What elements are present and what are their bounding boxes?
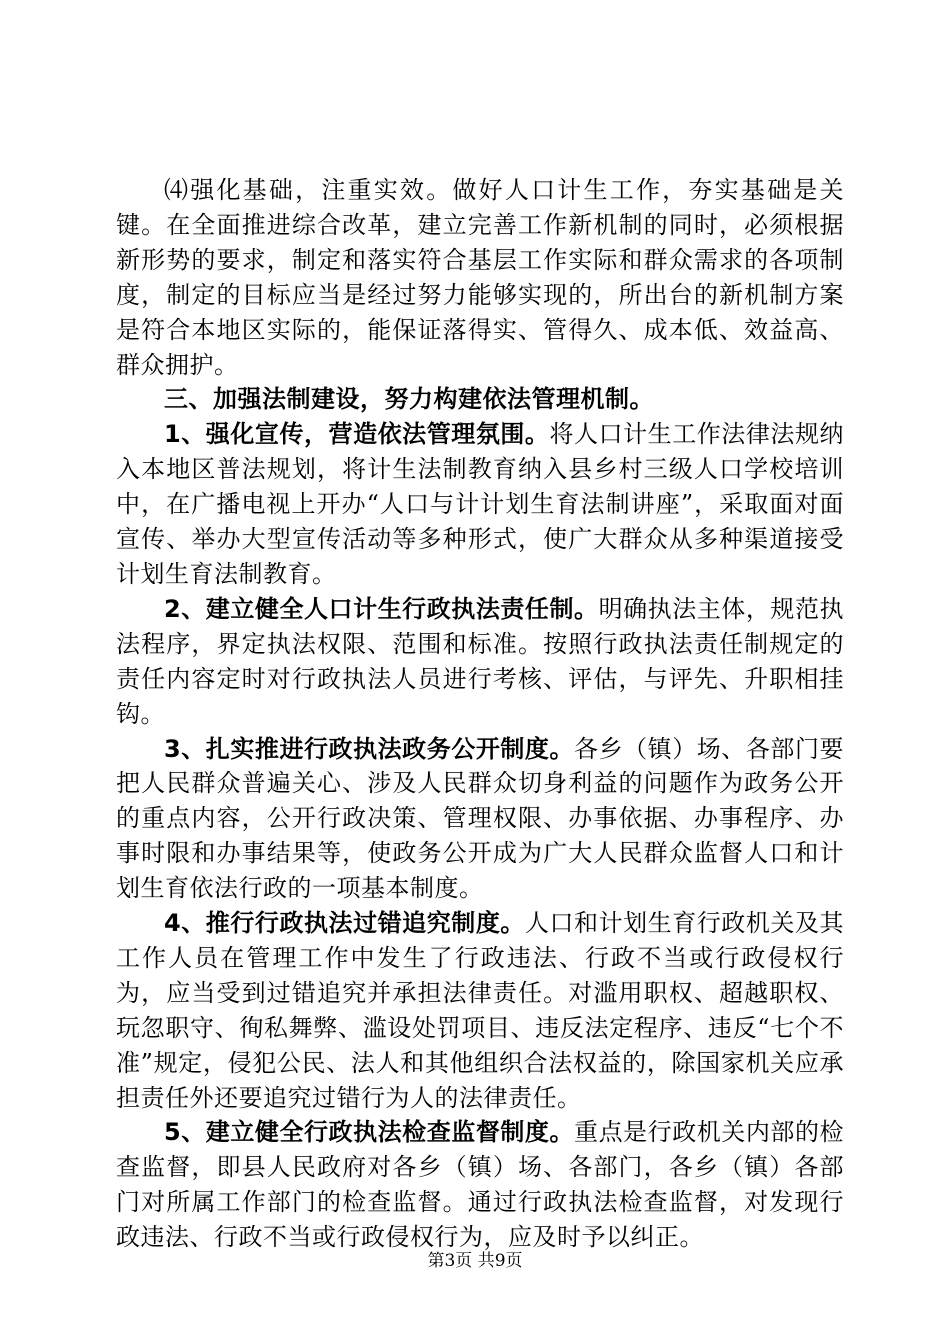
paragraph-text: 各乡（镇）场、各部门要把人民群众普遍关心、涉及人民群众切身利益的问题作为政务公开的重点内容，公开行政决策、管理权限、办事依据、办事程序、办事时限和办事结果等，使政务公开成为广大人民群众监督人口和计划生育依法行政的一项基本制度。 [116, 734, 844, 903]
paragraph-government-affairs-disclosure [116, 732, 844, 907]
paragraph-enforcement-responsibility [116, 592, 844, 732]
paragraph-heading: 3、扎实推进行政执法政务公开制度。 [164, 734, 575, 763]
paragraph-strengthen-foundation [116, 173, 844, 382]
paragraph-text: 重点是行政机关内部的检查监督，即县人民政府对各乡（镇）场、各部门，各乡（镇）各部门对所属工作部门的检查监督。通过行政执法检查监督，对发现行政违法、行政不当或行政侵权行为，应及时予以纠正。 [116, 1118, 844, 1252]
paragraph-text: ⑷强化基础，注重实效。做好人口计生工作，夯实基础是关键。在全面推进综合改革，建立完善工作新机制的同时，必须根据新形势的要求，制定和落实符合基层工作实际和群众需求的各项制度，制定的目标应当是经过努力能够实现的，所出台的新机制方案是符合本地区实际的，能保证落得实、管得久、成本低、效益高、群众拥护。 [116, 176, 844, 379]
section-heading-legal-system [116, 382, 844, 417]
paragraph-heading: 5、建立健全行政执法检查监督制度。 [164, 1118, 575, 1147]
paragraph-heading: 1、强化宣传，营造依法管理氛围。 [164, 420, 550, 449]
paragraph-heading: 4、推行行政执法过错追究制度。 [164, 909, 525, 938]
document-body [116, 173, 844, 1255]
paragraph-heading: 2、建立健全人口计生行政执法责任制。 [164, 594, 599, 623]
paragraph-heading: 三、加强法制建设，努力构建依法管理机制。 [164, 385, 654, 414]
paragraph-text: 明确执法主体，规范执法程序，界定执法权限、范围和标准。按照行政执法责任制规定的责任内容定时对行政执法人员进行考核、评估，与评先、升职相挂钩。 [116, 594, 844, 728]
paragraph-inspection-supervision [116, 1115, 844, 1255]
paragraph-text: 将人口计生工作法律法规纳入本地区普法规划，将计生法制教育纳入县乡村三级人口学校培训中，在广播电视上开办“人口与计计划生育法制讲座”，采取面对面宣传、举办大型宣传活动等多种形式，使广大群众从多种渠道接受计划生育法制教育。 [116, 420, 844, 588]
page-number-footer: 第3页 共9页 [427, 1251, 523, 1271]
paragraph-text: 人口和计划生育行政机关及其工作人员在管理工作中发生了行政违法、行政不当或行政侵权行为，应当受到过错追究并承担法律责任。对滥用职权、超越职权、玩忽职守、徇私舞弊、滥设处罚项目、违反法定程序、违反“七个不准”规定，侵犯公民、法人和其他组织合法权益的，除国家机关应承担责任外还要追究过错行为人的法律责任。 [116, 909, 844, 1112]
paragraph-fault-accountability [116, 906, 844, 1115]
paragraph-publicity [116, 417, 844, 592]
